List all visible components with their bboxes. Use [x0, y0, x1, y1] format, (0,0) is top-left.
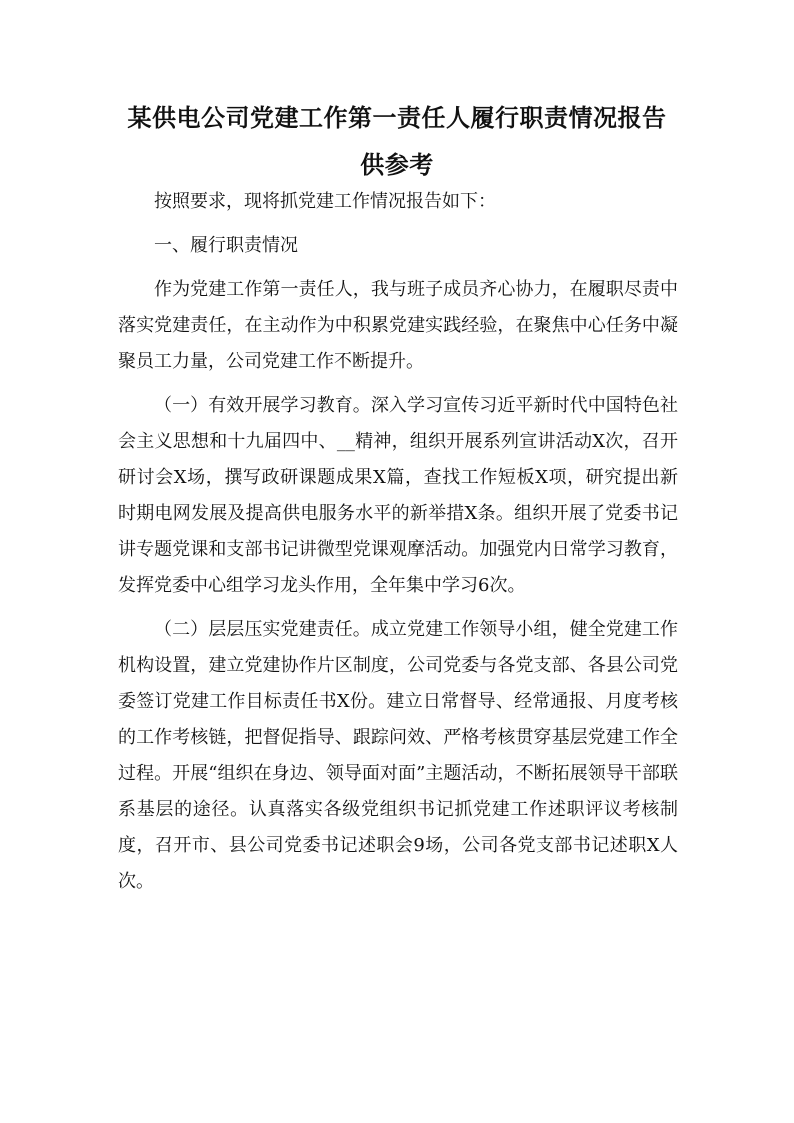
document-body [118, 184, 678, 900]
body-paragraph: （二）层层压实党建责任。成立党建工作领导小组，健全党建工作机构设置，建立党建协作片区制度，公司党委与各党支部、各县公司党委签订党建工作目标责任书X份。建立日常督导、经常通报、月度考核的工作考核链，把督促指导、跟踪问效、严格考核贯穿基层党建工作全过程。开展“组织在身边、领导面对面”主题活动，不断拓展领导干部联系基层的途径。认真落实各级党组织书记抓党建工作述职评议考核制度，召开市、县公司党委书记述职会9场，公司各党支部书记述职X人次。 [118, 619, 678, 892]
section-heading: 一、履行职责情况 [154, 235, 298, 256]
body-paragraph: （一）有效开展学习教育。深入学习宣传习近平新时代中国特色社会主义思想和十九届四中、__精神，组织开展系列宣讲活动X次，召开研讨会X场，撰写政研课题成果X篇，查找工作短板X项，研究提出新时期电网发展及提高供电服务水平的新举措X条。组织开展了党委书记讲专题党课和支部书记讲微型党课观摩活动。加强党内日常学习教育，发挥党委中心组学习龙头作用，全年集中学习6次。 [118, 395, 678, 596]
document-subtitle: 供参考 [360, 150, 434, 179]
body-paragraph: 作为党建工作第一责任人，我与班子成员齐心协力，在履职尽责中落实党建责任，在主动作为中积累党建实践经验，在聚焦中心任务中凝聚员工力量，公司党建工作不断提升。 [118, 279, 678, 372]
intro-paragraph: 按照要求，现将抓党建工作情况报告如下： [154, 191, 496, 212]
document-title: 某供电公司党建工作第一责任人履行职责情况报告 [127, 103, 667, 132]
